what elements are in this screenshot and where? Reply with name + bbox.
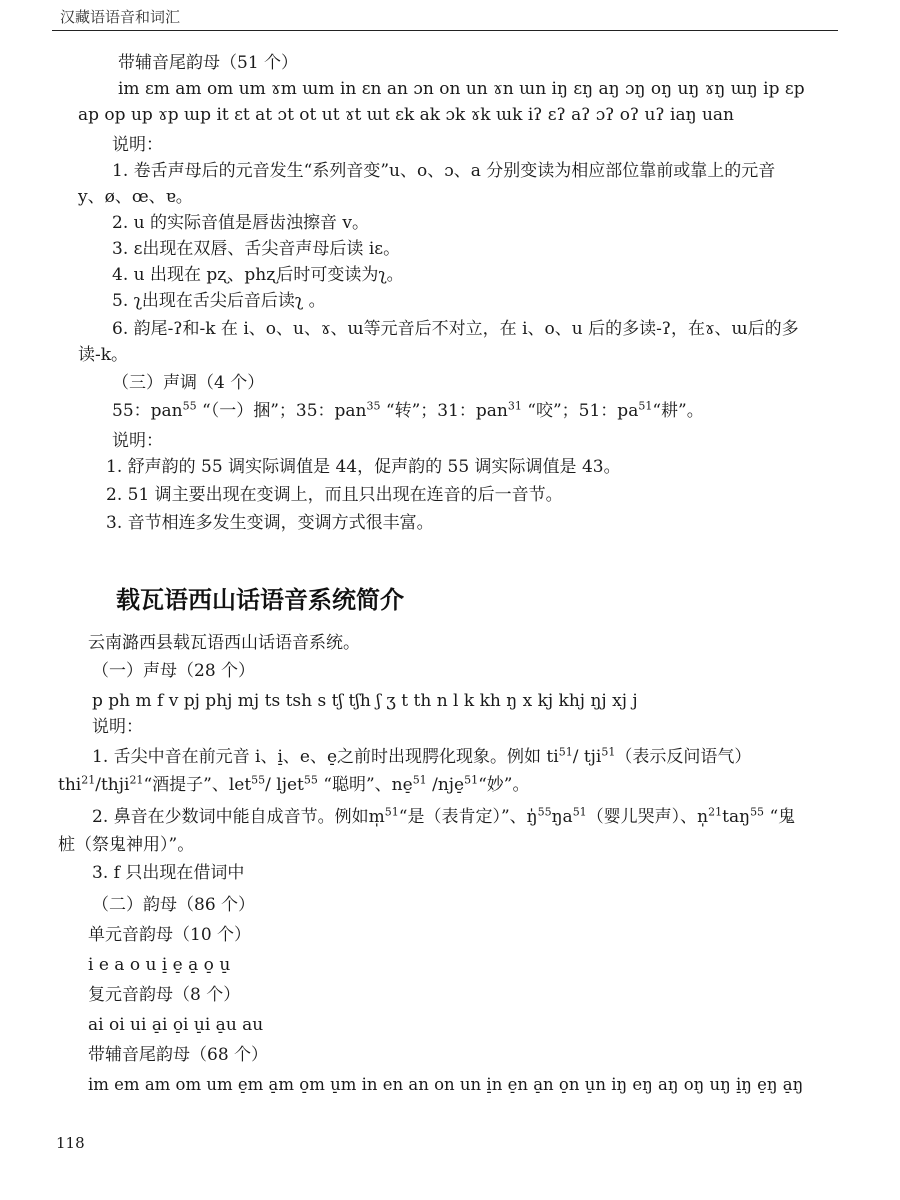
tones-line: 55：pan$^{55}$ “（一）捆”；35：pan$^{35}$ “转”；31：pan$^{31}$ “咬”；51：$pa^{51}“$耕”。 xyxy=(112,399,704,421)
text-line: i e a o u i̠ e̠ a̠ o̠ u̠ xyxy=(88,955,231,975)
text-line: 2. u 的实际音值是唇齿浊擦音 v。 xyxy=(112,213,369,233)
text-line: 说明： xyxy=(92,717,143,737)
text-line: 云南潞西县载瓦语西山话语音系统。 xyxy=(88,633,360,653)
text-line: 读-k。 xyxy=(78,345,129,365)
text-line: ai oi ui a̠i o̠i u̠i a̠u au xyxy=(88,1015,264,1035)
text-line: 6. 韵尾-ʔ和-k 在 i、o、u、ɤ、ɯ等元音后不对立，在 i、o、u 后的多读-ʔ，在ɤ、ɯ后的多 xyxy=(112,319,799,339)
text-line: 5. ʅ出现在舌尖后音后读ʅ 。 xyxy=(112,291,326,311)
text-line: im em am om um e̠m a̠m o̠m u̠m in en an on un i̠n e̠n a̠n o̠n u̠n iŋ eŋ aŋ oŋ uŋ i̠ŋ e̠ŋ a̠ŋ xyxy=(88,1075,804,1094)
text-line: 3. 音节相连多发生变调，变调方式很丰富。 xyxy=(106,513,434,533)
note-line: thi$^{21}$/thji$^{21}$“酒提子”、let$^{55}$/ ljet$^{55}$ “聪明”、ne̠$^{51}$ /nje̠$^{51}$“妙”。 xyxy=(58,773,530,795)
text-line: 复元音韵母（8 个） xyxy=(88,985,241,1005)
text-line: （一）声母（28 个） xyxy=(92,661,256,681)
text-line: 单元音韵母（10 个） xyxy=(88,925,252,945)
text-line: 1. 舒声韵的 55 调实际调值是 44，促声韵的 55 调实际调值是 43。 xyxy=(106,457,621,477)
text-line: y、ø、œ、ɐ。 xyxy=(78,187,193,207)
text-line: 3. f 只出现在借词中 xyxy=(92,863,245,883)
note-line: 1. 舌尖中音在前元音 i、i̠、e、e̠之前时出现腭化现象。例如 $ti^{51}/$ tji$^{51}$（表示反问语气） xyxy=(92,745,752,767)
text-line: （二）韵母（86 个） xyxy=(92,895,256,915)
text-line: 带辅音尾韵母（51 个） xyxy=(118,53,299,73)
text-line: 1. 卷舌声母后的元音发生“系列音变”u、o、ɔ、a 分别变读为相应部位靠前或靠上的元音 xyxy=(112,161,776,181)
text-line: 2. 51 调主要出现在变调上，而且只出现在连音的后一音节。 xyxy=(106,485,563,505)
note-line: 2. 鼻音在少数词中能自成音节。例如m̩$^{51}$“是（表肯定）”、$ŋ̍^{55}ŋa^{51}$（婴儿哭声）、n̩$^{21}$taŋ$^{55}$ “鬼 xyxy=(92,805,796,827)
text-line: 带辅音尾韵母（68 个） xyxy=(88,1045,269,1065)
text-line: 说明： xyxy=(112,135,163,155)
text-line: im ɛm am om um ɤm ɯm in ɛn an ɔn on un ɤn ɯn iŋ ɛŋ aŋ ɔŋ oŋ uŋ ɤŋ ɯŋ ip ɛp xyxy=(118,79,805,99)
text-line: 说明： xyxy=(112,431,163,451)
text-line: 3. ɛ出现在双唇、舌尖音声母后读 iɛ。 xyxy=(112,239,401,259)
text-line: 4. u 出现在 pʐ、phʐ后时可变读为ʅ。 xyxy=(112,265,404,285)
text-line: （三）声调（4 个） xyxy=(112,373,265,393)
header-rule xyxy=(52,30,838,31)
text-line: ap op up ɤp ɯp it ɛt at ɔt ot ut ɤt ɯt ɛk ak ɔk ɤk ɯk iʔ ɛʔ aʔ ɔʔ oʔ uʔ iaŋ uan xyxy=(78,105,734,125)
running-header: 汉藏语语音和词汇 xyxy=(60,8,181,26)
text-line: p ph m f v pj phj mj ts tsh s tʃ tʃh ʃ ʒ t th n l k kh ŋ x kj khj ŋj xj j xyxy=(92,691,638,711)
text-line: 桩（祭鬼神用）”。 xyxy=(58,835,195,855)
section-title: 载瓦语西山话语音系统简介 xyxy=(116,586,404,614)
page-number: 118 xyxy=(56,1134,85,1152)
